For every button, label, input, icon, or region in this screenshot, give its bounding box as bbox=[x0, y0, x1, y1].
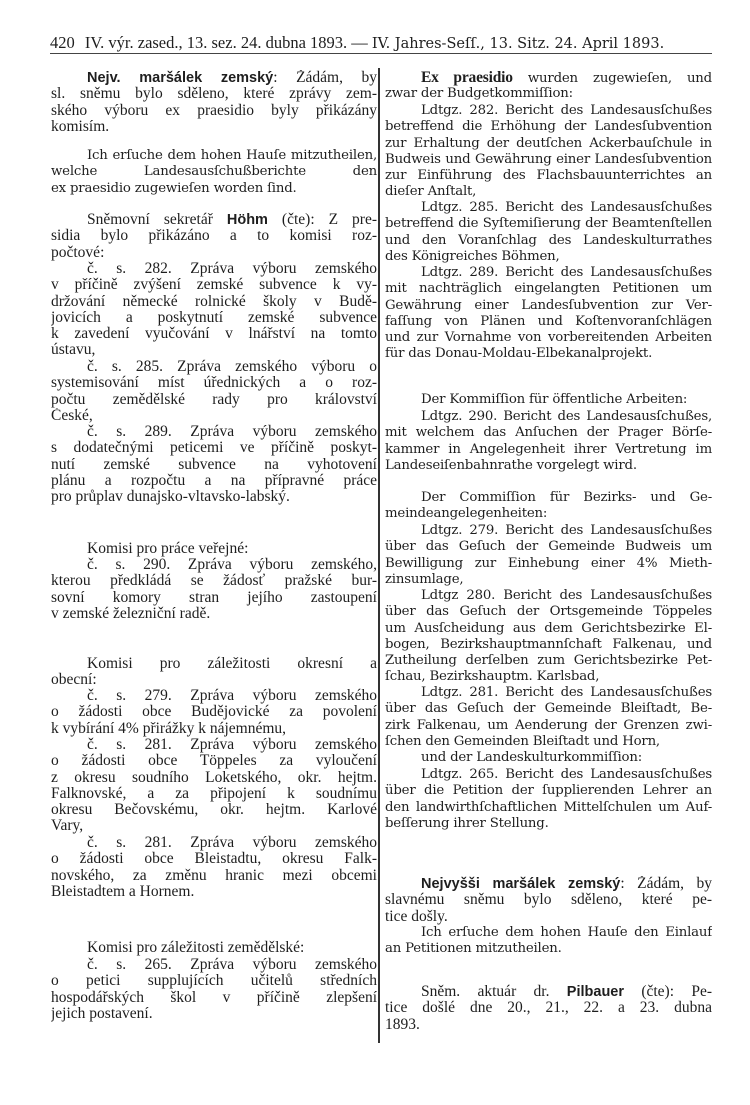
text-line bbox=[51, 294, 377, 310]
text-line bbox=[51, 770, 377, 786]
paragraph-p8 bbox=[51, 557, 377, 622]
paragraph-r2 bbox=[385, 103, 712, 201]
text-segment: mit welchem das Anſuchen der Prager Börſe- bbox=[385, 425, 712, 441]
text-line bbox=[51, 1006, 377, 1022]
text-segment: jovicích a poskytnutí zemské subvence bbox=[51, 309, 377, 326]
text-segment: des Königreiches Böhmen, bbox=[385, 248, 560, 264]
text-line bbox=[385, 876, 712, 892]
header-czech: IV. výr. zased., 13. sez. 24. dubna 1893. — bbox=[84, 33, 368, 52]
text-segment: zirk Falkenau, um Aenderung der Grenzen zwi- bbox=[385, 717, 712, 733]
text-line bbox=[385, 119, 712, 135]
text-segment: zur Erhaltung der deutſchen Ackerbauſchule in bbox=[385, 135, 712, 151]
text-segment: z okresu soudního Loketského, okr. hejtm. bbox=[51, 769, 377, 786]
text-segment: o petici supplujících učitelů středních bbox=[51, 973, 377, 990]
speaker-name: Ex praesidio bbox=[421, 70, 513, 86]
text-segment: welche Landesausſchußberichte den bbox=[51, 164, 377, 180]
text-segment: kterou předkládá se žádosť pražské bur- bbox=[51, 573, 377, 590]
text-segment: Bewilligung zur Einhebung einer 4% Mieth- bbox=[385, 555, 712, 571]
text-segment: über das Geſuch der Gemeinde Budweis um bbox=[385, 539, 712, 555]
paragraph-r1 bbox=[385, 70, 712, 103]
text-line bbox=[385, 800, 712, 816]
text-segment: den landwirthſchaftlichen Mittelſchulen um Auf- bbox=[385, 799, 712, 815]
paragraph-p14 bbox=[51, 957, 377, 1022]
text-segment: (čte): Pe- bbox=[624, 984, 712, 1000]
text-line bbox=[51, 164, 377, 180]
paragraph-r8 bbox=[385, 523, 712, 588]
text-segment: sovní komory stran jejího zastoupení bbox=[51, 589, 377, 606]
text-line bbox=[51, 440, 377, 456]
text-segment: č. s. 281. Zpráva výboru zemského bbox=[87, 835, 377, 851]
text-line bbox=[385, 70, 712, 86]
text-line bbox=[385, 925, 712, 941]
text-segment: zwar der Budgetkommiſſion: bbox=[385, 86, 573, 102]
text-line bbox=[385, 783, 712, 799]
text-segment: ſchau, Bezirkshauptm. Karlsbad, bbox=[385, 669, 600, 685]
text-line bbox=[51, 103, 377, 119]
text-line bbox=[385, 588, 712, 604]
paragraph-r9 bbox=[385, 588, 712, 686]
text-line bbox=[51, 672, 377, 688]
text-segment: k zavedení vyučování v lnářství na tomto bbox=[51, 326, 377, 343]
text-segment: Ldtgz. 282. Bericht des Landesausſchußes bbox=[421, 103, 712, 118]
text-segment: o žádosti obce Töppeles za vyloučení bbox=[51, 753, 377, 770]
text-segment: beſſerung ihrer Stellung. bbox=[385, 815, 549, 831]
text-line bbox=[51, 424, 377, 440]
text-segment: Bleistadtem a Hornem. bbox=[51, 883, 195, 900]
text-segment: Komisi pro práce veřejné: bbox=[87, 541, 249, 557]
text-segment: Falknovské, a za připojení k soudnímu bbox=[51, 785, 377, 802]
text-line bbox=[51, 851, 377, 867]
text-line bbox=[51, 212, 377, 228]
text-line bbox=[51, 326, 377, 342]
text-segment: držování německé rolnické školy v Budě- bbox=[51, 293, 377, 310]
paragraph-r15 bbox=[385, 984, 712, 1033]
text-segment: Zutheilung derſelben zum Gerichtsbezirke Pet- bbox=[385, 653, 712, 669]
text-segment: hospodářských škol v příčině zlepšení bbox=[51, 989, 377, 1006]
text-line bbox=[51, 688, 377, 704]
text-line bbox=[385, 298, 712, 314]
text-line bbox=[51, 70, 377, 86]
text-segment: jejich postavení. bbox=[51, 1005, 153, 1022]
text-line bbox=[385, 653, 712, 669]
text-line bbox=[51, 181, 377, 197]
text-segment: slavnému sněmu bylo sděleno, které pe- bbox=[385, 892, 712, 909]
text-segment: ústavu, bbox=[51, 342, 96, 359]
text-segment: tice došly. bbox=[385, 908, 448, 925]
text-line bbox=[385, 637, 712, 653]
paragraph-p4 bbox=[51, 261, 377, 359]
text-segment: betreffend die Erhöhung der Landesſubvention bbox=[385, 119, 712, 135]
text-line bbox=[385, 136, 712, 152]
text-segment: und der Landeskulturkommiſſion: bbox=[421, 750, 642, 765]
text-line bbox=[51, 228, 377, 244]
text-segment: systemisování míst úřednických a o roz- bbox=[51, 375, 377, 392]
text-line bbox=[385, 458, 712, 474]
text-line bbox=[385, 265, 712, 281]
text-segment: zinsumlage, bbox=[385, 571, 464, 587]
speaker-name: Nejv. maršálek zemský bbox=[87, 70, 274, 86]
text-segment: Budweis und Gewährung einer Landesſubvention bbox=[385, 151, 712, 167]
text-segment: v příčině zvýšení zemské subvence k vy- bbox=[51, 277, 377, 294]
speaker-name: Nejvyšši maršálek zemský bbox=[421, 876, 621, 892]
text-segment: mit nachträglich eingelangten Petitionen um bbox=[385, 281, 712, 297]
text-segment: wurden zugewieſen, und bbox=[512, 71, 712, 86]
text-segment: s dodatečnými peticemi ve příčině poskyt- bbox=[51, 440, 377, 457]
text-line bbox=[51, 261, 377, 277]
text-line bbox=[385, 909, 712, 925]
text-segment: Ldtgz. 279. Bericht des Landesausſchußes bbox=[421, 523, 712, 538]
paragraph-p10 bbox=[51, 688, 377, 737]
text-segment: nutí zemské subvence na vyhotovení bbox=[51, 456, 377, 473]
text-segment: počtové: bbox=[51, 244, 105, 261]
text-line bbox=[385, 425, 712, 441]
text-line bbox=[51, 990, 377, 1006]
text-segment: Komisi pro záležitosti zemědělské: bbox=[87, 940, 305, 956]
text-segment: č. s. 289. Zpráva výboru zemského bbox=[87, 424, 377, 440]
text-line bbox=[385, 442, 712, 458]
paragraph-r3 bbox=[385, 200, 712, 265]
text-line bbox=[385, 701, 712, 717]
text-line bbox=[385, 314, 712, 330]
text-line bbox=[385, 1017, 712, 1033]
text-segment: über die Petition der ſupplierenden Lehrer an bbox=[385, 783, 712, 799]
text-segment: 1893. bbox=[385, 1016, 420, 1033]
text-line bbox=[385, 346, 712, 362]
text-line bbox=[385, 685, 712, 701]
paragraph-r7 bbox=[385, 490, 712, 523]
text-line bbox=[385, 523, 712, 539]
speaker-name: Pilbauer bbox=[566, 984, 625, 1000]
text-line bbox=[51, 408, 377, 424]
text-line bbox=[51, 704, 377, 720]
text-line bbox=[51, 541, 377, 557]
text-segment: Sněmovní sekretář bbox=[87, 212, 227, 228]
text-line bbox=[51, 375, 377, 391]
text-line bbox=[385, 281, 712, 297]
paragraph-p12 bbox=[51, 835, 377, 900]
text-segment: komisím. bbox=[51, 118, 110, 135]
text-line bbox=[51, 802, 377, 818]
text-line bbox=[385, 892, 712, 908]
text-line bbox=[385, 409, 712, 425]
text-line bbox=[385, 200, 712, 216]
text-line bbox=[385, 233, 712, 249]
text-segment: bogen, Bezirkshauptmannſchaft Falkenau, und bbox=[385, 636, 712, 652]
paragraph-r5 bbox=[385, 392, 712, 408]
column-divider bbox=[378, 68, 380, 1043]
text-segment: novského, za změnu hranic mezi obcemi bbox=[51, 867, 377, 884]
text-line bbox=[385, 539, 712, 555]
text-segment: o žádosti obce Bleistadtu, okresu Falk- bbox=[51, 851, 377, 868]
text-line bbox=[51, 957, 377, 973]
paragraph-r10 bbox=[385, 685, 712, 750]
text-segment: k vybírání 4% přirážky k nájemnému, bbox=[51, 720, 287, 737]
text-segment: pro průplav dunajsko-vltavsko-labský. bbox=[51, 489, 290, 506]
text-line bbox=[385, 392, 712, 408]
text-line bbox=[51, 473, 377, 489]
paragraph-r14 bbox=[385, 925, 712, 958]
text-segment: Ldtgz. 285. Bericht des Landesausſchußes bbox=[421, 200, 712, 215]
text-segment: č. s. 279. Zpráva výboru zemského bbox=[87, 688, 377, 704]
text-segment: ſchen den Gemeinden Bleiſtadt und Horn, bbox=[385, 733, 660, 749]
text-segment: : Žádám, by bbox=[273, 70, 377, 86]
text-segment: plánu a rozpočtu a na přípravné práce bbox=[51, 472, 377, 489]
text-segment: Sněm. aktuár dr. bbox=[421, 984, 567, 1000]
text-line bbox=[51, 940, 377, 956]
text-line bbox=[51, 590, 377, 606]
text-segment: an Petitionen mitzutheilen. bbox=[385, 941, 562, 957]
text-line bbox=[51, 342, 377, 358]
text-segment: (čte): Z pre- bbox=[267, 212, 377, 228]
text-segment: počtu zemědělské rady pro království bbox=[51, 391, 377, 408]
text-segment: Ldtgz 280. Bericht des Landesausſchußes bbox=[421, 588, 712, 603]
text-line bbox=[51, 392, 377, 408]
text-line bbox=[385, 941, 712, 957]
text-segment: tice došlé dne 20., 21., 22. a 23. dubna bbox=[385, 1000, 712, 1017]
text-line bbox=[51, 119, 377, 135]
text-line bbox=[385, 330, 712, 346]
text-line bbox=[51, 310, 377, 326]
text-line bbox=[51, 277, 377, 293]
text-segment: kammer in Angelegenheit ihrer Vertretung im bbox=[385, 441, 712, 457]
text-line bbox=[51, 148, 377, 164]
paragraph-r11 bbox=[385, 750, 712, 766]
text-segment: um Ausſcheidung aus dem Gerichtsbezirke El- bbox=[385, 620, 712, 636]
paragraph-p6 bbox=[51, 424, 377, 505]
paragraph-p3 bbox=[51, 212, 377, 261]
text-line bbox=[51, 245, 377, 261]
text-line bbox=[385, 669, 712, 685]
text-segment: über das Geſuch der Gemeinde Bleiſtadt, Be- bbox=[385, 701, 712, 717]
text-line bbox=[385, 816, 712, 832]
text-line bbox=[51, 884, 377, 900]
text-line bbox=[51, 573, 377, 589]
text-segment: okresu Bečovskému, okr. hejtm. Karlové bbox=[51, 802, 377, 819]
text-line bbox=[385, 604, 712, 620]
text-line bbox=[51, 818, 377, 834]
text-line bbox=[385, 750, 712, 766]
paragraph-p2 bbox=[51, 148, 377, 197]
text-line bbox=[385, 490, 712, 506]
text-segment: č. s. 285. Zpráva zemského výboru o bbox=[87, 359, 377, 375]
paragraph-p13 bbox=[51, 940, 377, 956]
text-line bbox=[51, 489, 377, 505]
text-segment: ex praesidio zugewieſen worden ſind. bbox=[51, 180, 297, 196]
text-line bbox=[51, 835, 377, 851]
text-line bbox=[385, 718, 712, 734]
text-segment: über das Geſuch der Ortsgemeinde Töppeles bbox=[385, 604, 712, 620]
paragraph-r4 bbox=[385, 265, 712, 363]
text-line bbox=[51, 359, 377, 375]
text-segment: č. s. 282. Zpráva výboru zemského bbox=[87, 261, 377, 277]
text-line bbox=[51, 86, 377, 102]
page-number: 420 bbox=[50, 33, 75, 52]
text-segment: Komisi pro záležitosti okresní a bbox=[87, 656, 377, 672]
text-line bbox=[385, 152, 712, 168]
text-line bbox=[385, 168, 712, 184]
text-segment: č. s. 290. Zpráva výboru zemského, bbox=[87, 557, 377, 573]
text-line bbox=[385, 1000, 712, 1016]
text-line bbox=[51, 557, 377, 573]
text-line bbox=[51, 973, 377, 989]
paragraph-r13 bbox=[385, 876, 712, 925]
text-segment: České, bbox=[51, 407, 93, 424]
text-segment: meindeangelegenheiten: bbox=[385, 506, 548, 522]
paragraph-p1 bbox=[51, 70, 377, 135]
text-segment: Ich erſuche dem hohen Hauſe den Einlauf bbox=[421, 925, 712, 940]
text-segment: Der Kommiſſion für öffentliche Arbeiten: bbox=[421, 392, 688, 407]
text-line bbox=[385, 767, 712, 783]
text-segment: č. s. 265. Zpráva výboru zemského bbox=[87, 957, 377, 973]
text-line bbox=[385, 216, 712, 232]
text-segment: Ldtgz. 265. Bericht des Landesausſchußes bbox=[421, 767, 712, 782]
text-line bbox=[51, 606, 377, 622]
text-segment: faſſung von Plänen und Koſtenvoranſchlägen bbox=[385, 313, 712, 329]
text-line bbox=[51, 457, 377, 473]
text-line bbox=[51, 786, 377, 802]
text-line bbox=[51, 737, 377, 753]
text-segment: č. s. 281. Zpráva výboru zemského bbox=[87, 737, 377, 753]
text-line bbox=[51, 868, 377, 884]
text-line bbox=[385, 103, 712, 119]
paragraph-r6 bbox=[385, 409, 712, 474]
header-german: IV. Jahres-Seſſ., 13. Sitz. 24. April 1893. bbox=[371, 36, 665, 52]
text-segment: obecní: bbox=[51, 672, 97, 689]
text-line bbox=[385, 184, 712, 200]
text-segment: Ldtgz. 289. Bericht des Landesausſchußes bbox=[421, 265, 712, 280]
text-line bbox=[51, 656, 377, 672]
text-segment: Ldtgz. 290. Bericht des Landesausſchußes, bbox=[421, 409, 712, 424]
text-segment: betreffend die Syſtemiſierung der Beamtenſtellen bbox=[385, 216, 712, 232]
text-segment: sl. sněmu bylo sděleno, které zprávy zem- bbox=[51, 86, 377, 103]
text-line bbox=[385, 556, 712, 572]
text-segment: zur Einführung des Flachsbauunterrichtes an bbox=[385, 168, 712, 184]
text-line bbox=[385, 249, 712, 265]
paragraph-p5 bbox=[51, 359, 377, 424]
text-segment: sidia bylo přikázáno a to komisi roz- bbox=[51, 228, 377, 245]
text-segment: o žádosti obce Budějovické za povolení bbox=[51, 704, 377, 721]
text-segment: Landeseiſenbahnrathe vorgelegt wird. bbox=[385, 457, 637, 473]
paragraph-r12 bbox=[385, 767, 712, 832]
text-line bbox=[51, 753, 377, 769]
speaker-name: Höhm bbox=[226, 212, 268, 228]
running-header bbox=[50, 33, 712, 54]
text-segment: v zemské železniční radě. bbox=[51, 605, 211, 622]
text-line bbox=[385, 734, 712, 750]
text-segment: und den Voranſchlag des Landeskulturrathes bbox=[385, 232, 712, 248]
text-segment: Der Commiſſion für Bezirks- und Ge- bbox=[421, 490, 712, 505]
text-line bbox=[385, 86, 712, 102]
text-line bbox=[385, 506, 712, 522]
text-segment: Ldtgz. 281. Bericht des Landesausſchußes bbox=[421, 685, 712, 700]
paragraph-p9 bbox=[51, 656, 377, 689]
text-segment: Ich erſuche dem hohen Hauſe mitzutheilen, bbox=[87, 148, 377, 163]
text-line bbox=[385, 984, 712, 1000]
text-segment: und zur Vornahme von vorbereitenden Arbeiten bbox=[385, 330, 712, 346]
text-segment: Vary, bbox=[51, 818, 84, 835]
paragraph-p7 bbox=[51, 541, 377, 557]
text-segment: Gewährung einer Landesſubvention zur Ver- bbox=[385, 297, 712, 313]
text-line bbox=[51, 721, 377, 737]
text-line bbox=[385, 621, 712, 637]
text-line bbox=[385, 572, 712, 588]
text-segment: ského výboru ex praesidio byly přikázány bbox=[51, 102, 377, 119]
text-segment: : Žádám, by bbox=[620, 876, 712, 892]
paragraph-p11 bbox=[51, 737, 377, 835]
text-segment: dieſer Anſtalt, bbox=[385, 184, 477, 200]
text-segment: für das Donau-Moldau-Elbekanalprojekt. bbox=[385, 346, 653, 362]
